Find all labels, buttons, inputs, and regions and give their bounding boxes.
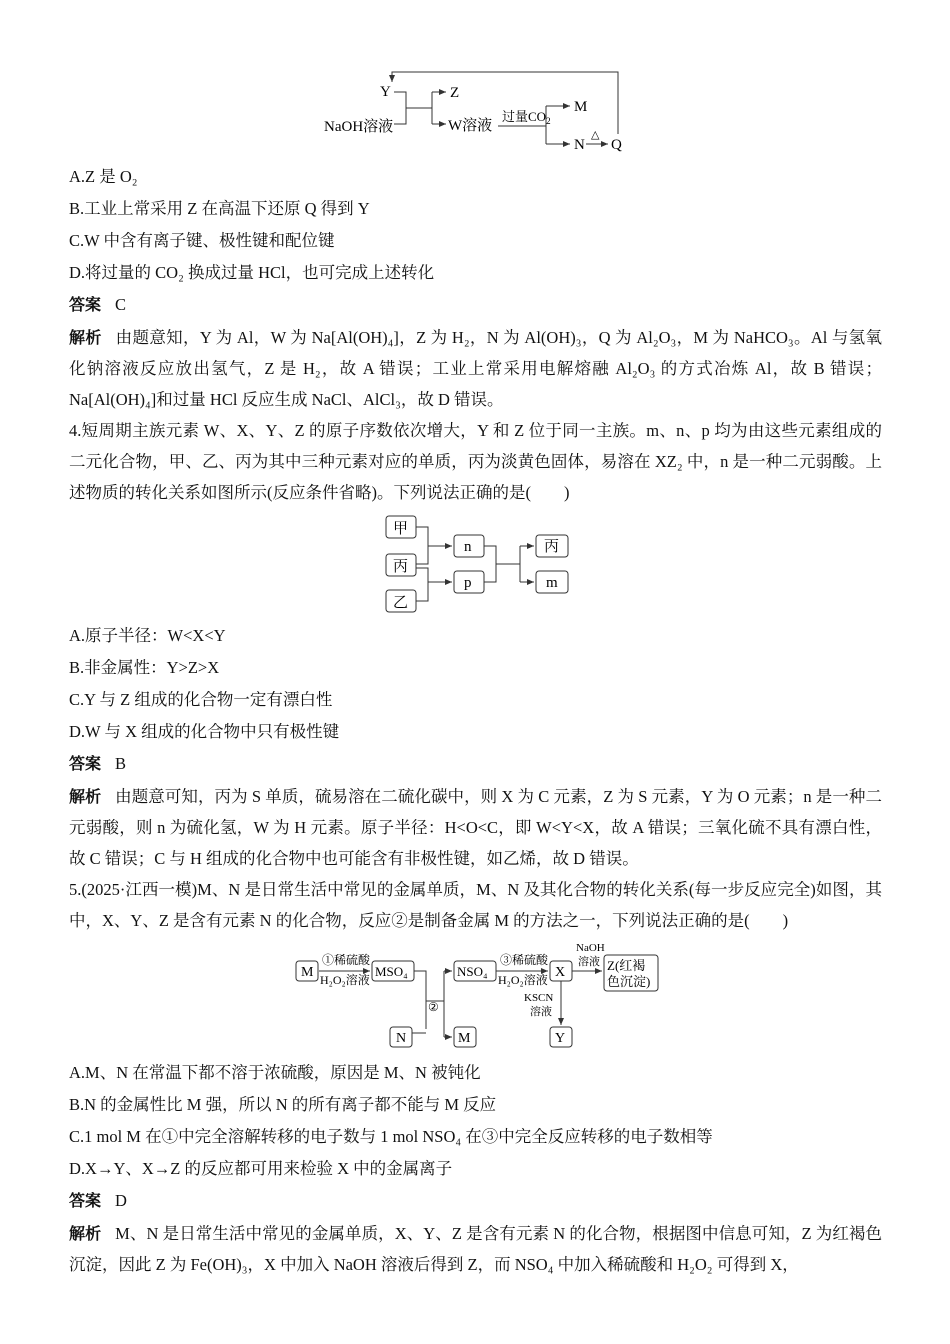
box-mso4: MSO₄ (375, 964, 408, 979)
diagram-z: Z (450, 85, 460, 101)
box-z-line2: 色沉淀) (607, 974, 651, 989)
box-m: m (546, 575, 558, 591)
q3-option-b: B.工业上常采用 Z 在高温下还原 Q 得到 Y (69, 199, 370, 218)
answer-label: 答案 (69, 754, 102, 773)
label-kscn: KSCN (524, 992, 554, 1004)
box-jia: 甲 (393, 521, 409, 537)
q4-answer (69, 754, 126, 774)
answer-label: 答案 (69, 295, 102, 314)
q4-option-d: D.W 与 X 组成的化合物中只有极性键 (69, 722, 340, 741)
label-r3: ③稀硫酸 (500, 953, 549, 967)
analysis-label: 解析 (69, 328, 102, 347)
diagram-element-conversion (384, 514, 574, 614)
q4-analysis (69, 781, 882, 874)
diagram-heat: △ (591, 129, 600, 141)
diagram-w: W溶液 (448, 118, 493, 134)
q3-option-c: C.W 中含有离子键、极性键和配位键 (69, 231, 335, 250)
diagram-m: M (574, 99, 588, 115)
diagram-naoh: NaOH溶液 (324, 119, 394, 135)
label-h2o2b: H₂O₂溶液 (498, 973, 548, 987)
diagram-excess-co2: 过量$CO_2$ (502, 109, 551, 126)
q5-option-d: D.X→Y、X→Z 的反应都可用来检验 X 中的金属离子 (69, 1159, 453, 1178)
label-h2o2: H₂O₂溶液 (320, 973, 370, 987)
q3-answer (69, 295, 126, 315)
q5-stem: 5.(2025·江西一模)M、N 是日常生活中常见的金属单质，M、N 及其化合物的转化关系(每一步反应完全)如图，其中，X、Y、Z 是含有元素 N 的化合物，反应②是制备金属 M 的方法之一，下列说法正确的是( ) (69, 880, 882, 930)
q4-stem: 4.短周期主族元素 W、X、Y、Z 的原子序数依次增大，Y 和 Z 位于同一主族。m、n、p 均为由这些元素组成的二元化合物，甲、乙、丙为其中三种元素对应的单质，丙为淡黄色固体，易溶在 XZ₂ 中，n 是一种二元弱酸。上述物质的转化关系如图所示(反应条件省略)。下列说法正确的是( ) (69, 421, 882, 502)
label-r2: ② (428, 1000, 439, 1014)
box-bing2: 丙 (544, 539, 560, 555)
box-p: p (464, 575, 472, 591)
diagram-aluminum-conversion (318, 66, 638, 156)
box-y: Y (555, 1031, 566, 1046)
analysis-label: 解析 (69, 787, 102, 806)
box-m2: M (458, 1031, 471, 1046)
label-r1: ①稀硫酸 (322, 953, 371, 967)
box-n: n (464, 539, 472, 555)
answer-value: C (115, 295, 127, 314)
box-n: N (396, 1031, 407, 1046)
box-yi: 乙 (393, 595, 409, 611)
box-bing: 丙 (393, 559, 409, 575)
q3-analysis (69, 322, 882, 415)
q5-option-c: C.1 mol M 在①中完全溶解转移的电子数与 1 mol NSO₄ 在③中完全反应转移的电子数相等 (69, 1127, 713, 1146)
q5-option-a: A.M、N 在常温下都不溶于浓硫酸，原因是 M、N 被钝化 (69, 1063, 481, 1082)
analysis-text: 由题意知，Y 为 Al，W 为 Na[Al(OH)₄]，Z 为 H₂，N 为 Al(OH)₃，Q 为 Al₂O₃，M 为 NaHCO₃。Al 与氢氧化钠溶液反应放出氢气，Z 是 H₂，故 A 错误；工业上常采用电解熔融 Al₂O₃ 的方式冶炼 Al，故 B 错误；Na[Al(OH)₄]和过量 HCl 反应生成 NaCl、AlCl₃，故 D 错误。 (69, 328, 882, 409)
q4-option-c: C.Y 与 Z 组成的化合物一定有漂白性 (69, 690, 333, 709)
q5-answer (69, 1191, 127, 1211)
q5-analysis (69, 1218, 882, 1280)
q3-option-d: D.将过量的 CO₂ 换成过量 HCl，也可完成上述转化 (69, 263, 435, 282)
analysis-label: 解析 (69, 1224, 102, 1243)
diagram-y: Y (380, 84, 391, 100)
analysis-text: M、N 是日常生活中常见的金属单质，X、Y、Z 是含有元素 N 的化合物，根据图中信息可知，Z 为红褐色沉淀，因此 Z 为 Fe(OH)₃，X 中加入 NaOH 溶液后得到 Z，而 NSO₄ 中加入稀硫酸和 H₂O₂ 可得到 X， (69, 1224, 882, 1274)
box-nso4: NSO₄ (457, 964, 488, 979)
diagram-metal-conversion (294, 941, 664, 1053)
box-m: M (301, 965, 314, 980)
box-z-line1: Z(红褐 (607, 958, 646, 973)
box-x: X (555, 965, 566, 980)
q5-option-b: B.N 的金属性比 M 强，所以 N 的所有离子都不能与 M 反应 (69, 1095, 497, 1114)
diagram-q: Q (611, 137, 622, 153)
label-naoh: NaOH (576, 942, 605, 954)
answer-label: 答案 (69, 1191, 102, 1210)
q4-option-b: B.非金属性：Y>Z>X (69, 658, 220, 677)
q4-option-a: A.原子半径：W<X<Y (69, 626, 226, 645)
q3-option-a: A.Z 是 O₂ (69, 167, 138, 186)
label-kscn-sol: 溶液 (530, 1006, 552, 1018)
answer-value: B (115, 754, 127, 773)
analysis-text: 由题意可知，丙为 S 单质，硫易溶在二硫化碳中，则 X 为 C 元素，Z 为 S 元素，Y 为 O 元素；n 是一种二元弱酸，则 n 为硫化氢，W 为 H 元素。原子半径：H<O<C，即 W<Y<X，故 A 错误；三氧化硫不具有漂白性，故 C 错误；C 与 H 组成的化合物中也可能含有非极性键，如乙烯，故 D 错误。 (69, 787, 882, 868)
label-naoh-sol: 溶液 (578, 956, 600, 968)
answer-value: D (115, 1191, 127, 1210)
diagram-n: N (574, 137, 585, 153)
